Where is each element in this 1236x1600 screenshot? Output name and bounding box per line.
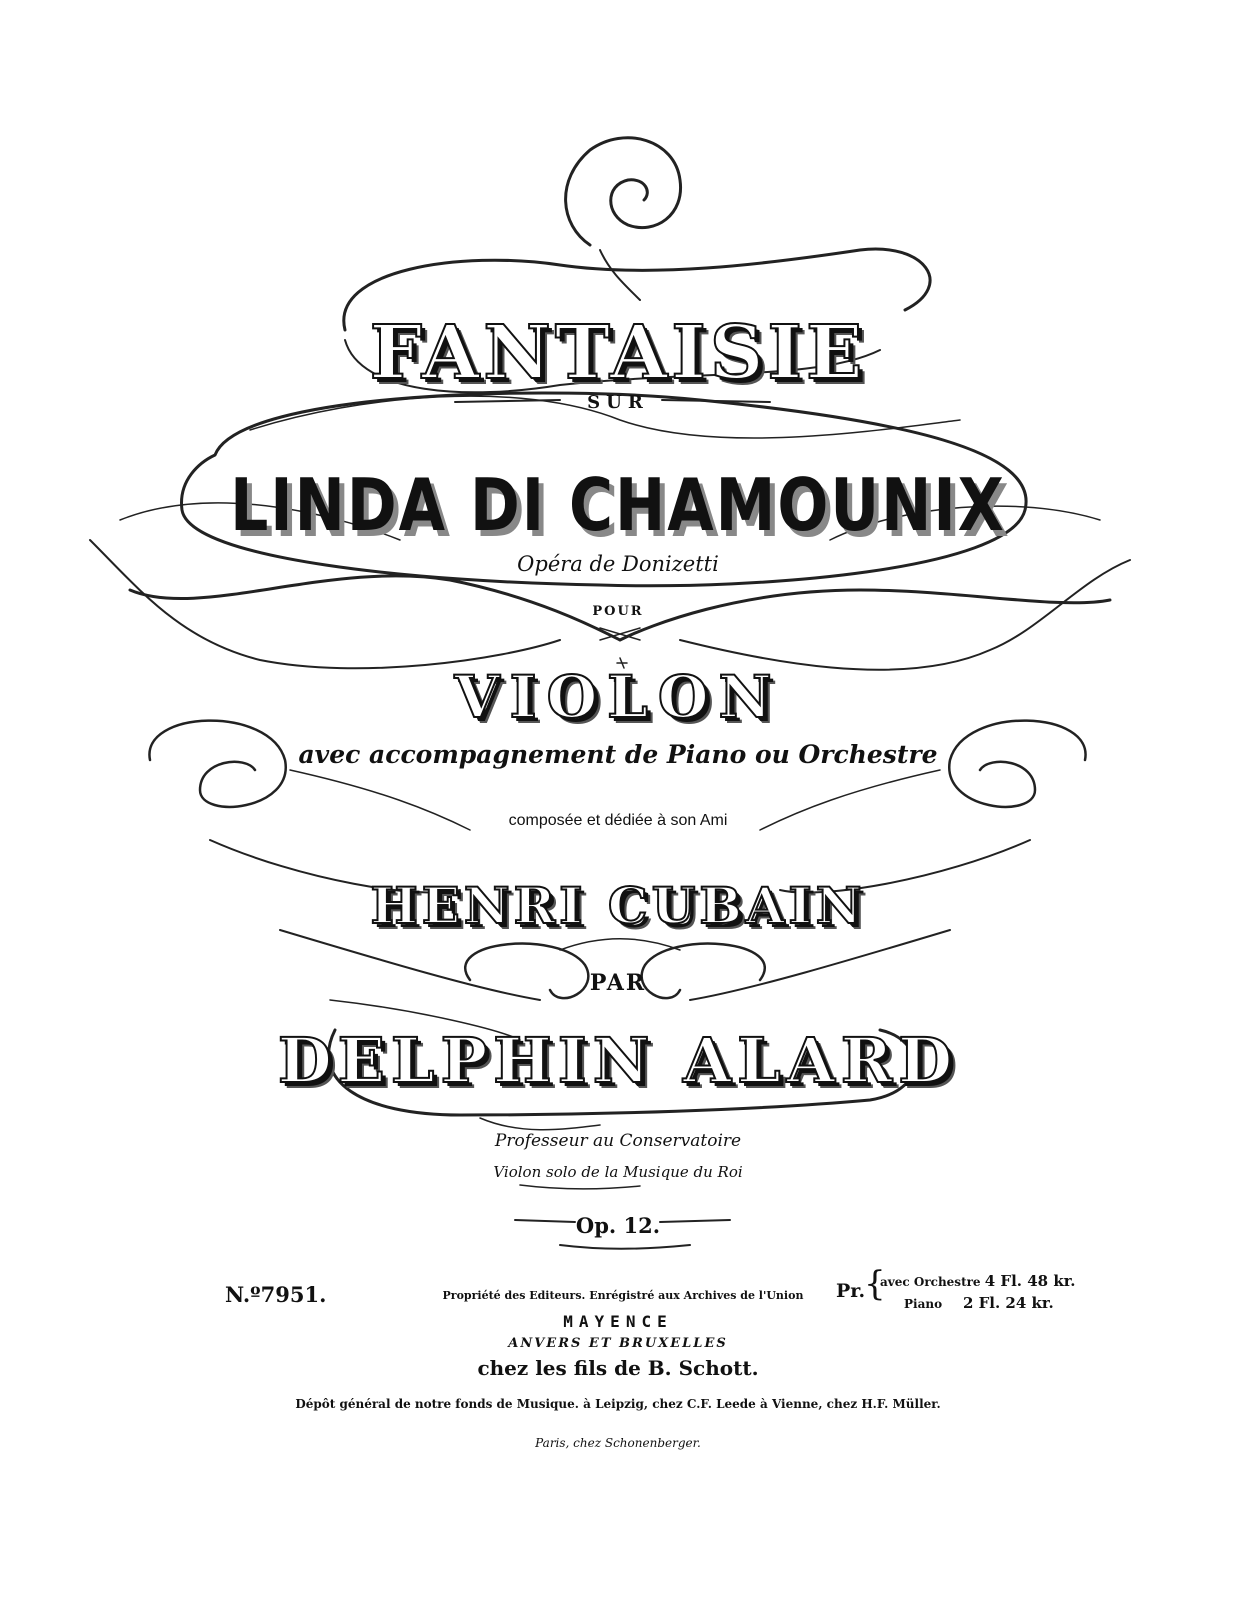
price-label: Piano [904,1297,943,1311]
price-amount: 4 Fl. 48 kr. [984,1272,1076,1290]
sur-label: SUR [587,392,649,413]
publisher-city: MAYENCE [563,1312,673,1331]
opera-subtitle: Opéra de Donizetti [517,552,719,576]
price-list [836,1264,1076,1312]
pour-label: POUR [592,604,644,619]
composer-title-1: Professeur au Conservatoire [494,1131,742,1151]
price-label: avec Orchestre [880,1275,981,1289]
top-spiral [566,138,681,245]
fantaisie-heading: FANTAISIE [369,310,867,396]
plate-number: N.º7951. [225,1282,327,1307]
instrument-heading: VIOLON [454,663,782,731]
dedicatee-name: HENRI CUBAIN [370,876,866,935]
price-row [880,1272,1075,1290]
dedication-line: composée et dédiée à son Ami [508,812,728,829]
depot-notice: Dépôt général de notre fonds de Musique. à Leipzig, chez C.F. Leede à Vienne, chez H.F. Müller. [295,1397,941,1411]
work-title: LINDA DI CHAMOUNIX [230,464,1006,548]
top-stem [600,250,640,300]
composer-name: DELPHIN ALARD [277,1024,959,1097]
price-row [904,1294,1054,1312]
property-notice: Propriété des Editeurs. Enrégistré aux Archives de l'Union [442,1289,804,1302]
opus-number: Op. 12. [575,1213,661,1238]
accompaniment-line: avec accompagnement de Piano ou Orchestre [298,740,938,769]
publisher-cities: ANVERS ET BRUXELLES [508,1336,728,1351]
publisher-name: chez les fils de B. Schott. [477,1356,759,1380]
composer-title-2: Violon solo de la Musique du Roi [493,1163,743,1181]
paris-notice: Paris, chez Schonenberger. [535,1436,701,1450]
price-prefix: Pr. [836,1280,866,1302]
par-label: PAR [589,970,647,996]
brace-icon: { [864,1264,886,1304]
opus-swash [560,1245,690,1249]
price-amount: 2 Fl. 24 kr. [962,1294,1054,1312]
